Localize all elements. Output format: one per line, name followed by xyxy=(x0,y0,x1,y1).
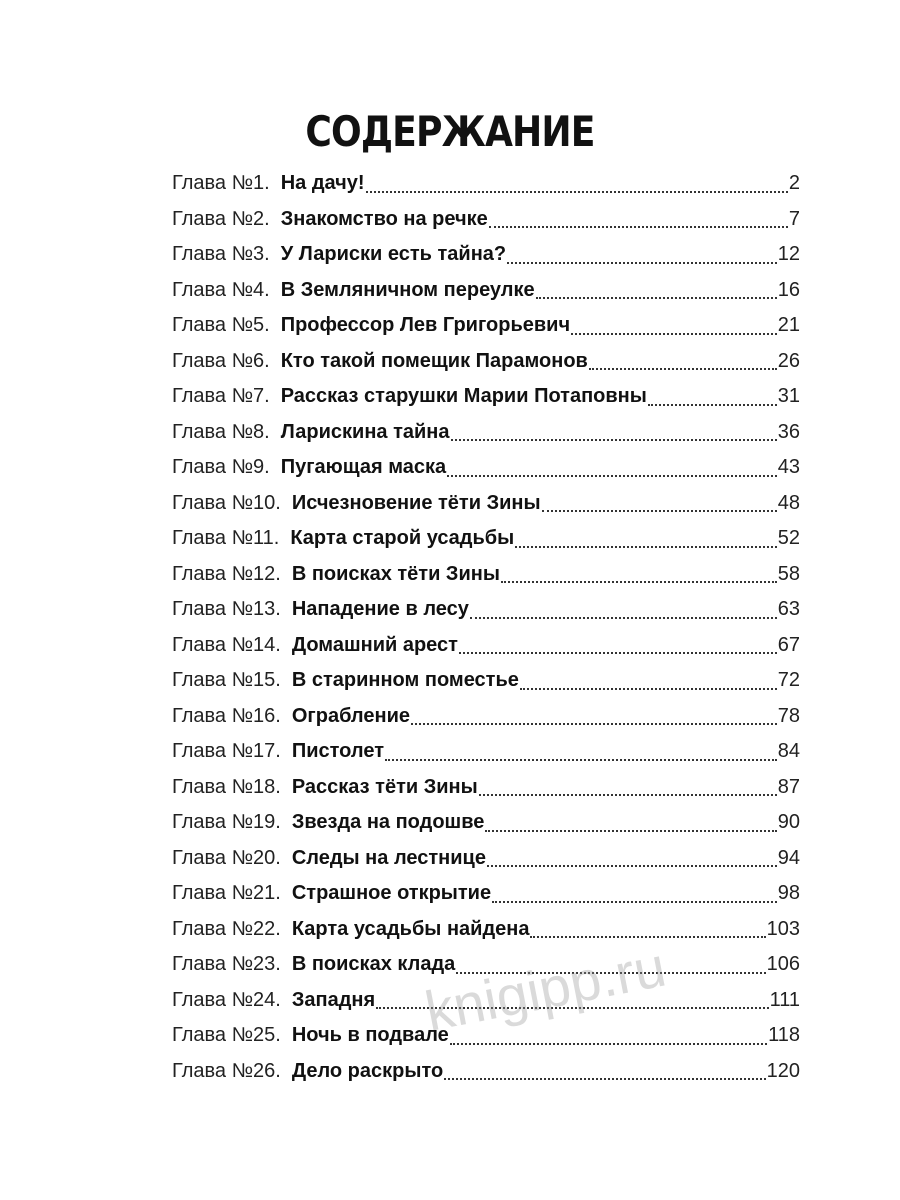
toc-entry[interactable] xyxy=(172,237,800,273)
dot-leader xyxy=(366,190,788,193)
toc-entry[interactable] xyxy=(172,344,800,380)
page-number: 12 xyxy=(777,243,800,265)
page-number: 63 xyxy=(777,598,800,620)
dot-leader xyxy=(385,758,777,761)
page-number: 98 xyxy=(777,882,800,904)
chapter-number: Глава №26. xyxy=(172,1059,281,1082)
page-title: СОДЕРЖАНИЕ xyxy=(305,107,595,156)
chapter-number: Глава №13. xyxy=(172,598,281,620)
toc-entry[interactable] xyxy=(172,415,800,451)
toc-entry[interactable] xyxy=(172,379,800,415)
chapter-number: Глава №3. xyxy=(172,243,270,265)
page-number: 52 xyxy=(777,527,800,549)
page-number: 118 xyxy=(768,1024,800,1046)
dot-leader xyxy=(456,971,765,974)
chapter-number: Глава №7. xyxy=(172,385,270,407)
page-number: 106 xyxy=(766,953,800,975)
dot-leader xyxy=(589,367,777,370)
toc-entry[interactable] xyxy=(172,628,800,664)
dot-leader xyxy=(444,1077,765,1080)
chapter-number: Глава №2. xyxy=(172,207,270,230)
dot-leader xyxy=(515,545,777,548)
chapter-title: Ограбление xyxy=(291,704,410,727)
toc-entry[interactable] xyxy=(172,273,800,309)
toc-entry[interactable] xyxy=(172,202,800,238)
toc-entry[interactable] xyxy=(172,592,800,628)
chapter-title: Дело раскрыто xyxy=(291,1059,444,1082)
chapter-number: Глава №24. xyxy=(172,988,281,1011)
chapter-number: Глава №25. xyxy=(172,1024,281,1046)
watermark: knigipp.ru xyxy=(420,934,671,1043)
toc-entry[interactable] xyxy=(172,734,800,770)
page-number: 72 xyxy=(777,669,800,691)
chapter-title: У Лариски есть тайна? xyxy=(280,243,507,265)
dot-leader xyxy=(376,1006,768,1009)
toc-entry[interactable] xyxy=(172,1054,800,1090)
toc-entry[interactable] xyxy=(172,521,800,557)
chapter-number: Глава №8. xyxy=(172,420,270,443)
chapter-title: Пистолет xyxy=(291,740,384,762)
chapter-title: Знакомство на речке xyxy=(280,207,488,230)
toc-entry[interactable] xyxy=(172,166,800,202)
page-number: 43 xyxy=(777,456,800,478)
chapter-title: Домашний арест xyxy=(291,633,458,656)
toc-entry[interactable] xyxy=(172,912,800,948)
page-number: 90 xyxy=(777,811,800,833)
chapter-title: Кто такой помещик Парамонов xyxy=(280,349,588,372)
chapter-title: Нападение в лесу xyxy=(291,598,469,620)
chapter-number: Глава №23. xyxy=(172,953,281,975)
chapter-title: Следы на лестнице xyxy=(291,846,486,869)
dot-leader xyxy=(447,474,777,477)
dot-leader xyxy=(470,616,777,619)
chapter-number: Глава №5. xyxy=(172,314,270,336)
toc-entry[interactable] xyxy=(172,1018,800,1054)
dot-leader xyxy=(492,900,777,903)
toc-entry[interactable] xyxy=(172,947,800,983)
dot-leader xyxy=(542,509,777,512)
page-number: 58 xyxy=(777,562,800,585)
dot-leader xyxy=(530,935,765,938)
toc-entry[interactable] xyxy=(172,486,800,522)
toc-entry[interactable] xyxy=(172,663,800,699)
chapter-title: Звезда на подошве xyxy=(291,811,485,833)
chapter-title: В поисках клада xyxy=(291,953,456,975)
page-number: 26 xyxy=(777,349,800,372)
chapter-number: Глава №12. xyxy=(172,562,281,585)
chapter-number: Глава №4. xyxy=(172,278,270,301)
chapter-title: Рассказ тёти Зины xyxy=(291,775,478,798)
chapter-title: Ларискина тайна xyxy=(280,420,450,443)
page-number: 67 xyxy=(777,633,800,656)
chapter-number: Глава №17. xyxy=(172,740,281,762)
chapter-number: Глава №10. xyxy=(172,491,281,514)
toc-entry[interactable] xyxy=(172,983,800,1019)
dot-leader xyxy=(571,332,777,335)
dot-leader xyxy=(487,864,777,867)
toc-entry[interactable] xyxy=(172,876,800,912)
chapter-title: Карта усадьбы найдена xyxy=(291,917,530,940)
dot-leader xyxy=(459,651,777,654)
dot-leader xyxy=(536,296,777,299)
page-number: 111 xyxy=(769,988,800,1011)
page-number: 94 xyxy=(777,846,800,869)
chapter-number: Глава №15. xyxy=(172,669,281,691)
page-number: 120 xyxy=(766,1059,800,1082)
chapter-number: Глава №9. xyxy=(172,456,270,478)
chapter-number: Глава №18. xyxy=(172,775,281,798)
chapter-number: Глава №21. xyxy=(172,882,281,904)
dot-leader xyxy=(501,580,777,583)
chapter-number: Глава №1. xyxy=(172,172,270,194)
chapter-title: Ночь в подвале xyxy=(291,1024,449,1046)
page-number: 36 xyxy=(777,420,800,443)
chapter-title: В поисках тёти Зины xyxy=(291,562,500,585)
dot-leader xyxy=(648,403,777,406)
chapter-number: Глава №22. xyxy=(172,917,281,940)
chapter-number: Глава №14. xyxy=(172,633,281,656)
dot-leader xyxy=(451,438,777,441)
chapter-title: Страшное открытие xyxy=(291,882,492,904)
chapter-number: Глава №16. xyxy=(172,704,281,727)
chapter-title: Пугающая маска xyxy=(280,456,447,478)
chapter-title: Западня xyxy=(291,988,376,1011)
chapter-title: Профессор Лев Григорьевич xyxy=(280,314,571,336)
toc-entry[interactable] xyxy=(172,557,800,593)
dot-leader xyxy=(450,1042,767,1045)
chapter-number: Глава №20. xyxy=(172,846,281,869)
page-number: 48 xyxy=(777,491,800,514)
chapter-title: В Земляничном переулке xyxy=(280,278,535,301)
chapter-title: На дачу! xyxy=(280,172,365,194)
toc-entry[interactable] xyxy=(172,308,800,344)
chapter-number: Глава №6. xyxy=(172,349,270,372)
chapter-title: В старинном поместье xyxy=(291,669,519,691)
page-number: 78 xyxy=(777,704,800,727)
chapter-title: Рассказ старушки Марии Потаповны xyxy=(280,385,647,407)
toc-entry[interactable] xyxy=(172,699,800,735)
table-of-contents xyxy=(172,166,800,1089)
dot-leader xyxy=(489,225,788,228)
dot-leader xyxy=(411,722,777,725)
dot-leader xyxy=(479,793,777,796)
page-number: 21 xyxy=(777,314,800,336)
chapter-number: Глава №19. xyxy=(172,811,281,833)
page-number: 16 xyxy=(777,278,800,301)
page-number: 31 xyxy=(777,385,800,407)
chapter-title: Карта старой усадьбы xyxy=(290,527,515,549)
page-number: 87 xyxy=(777,775,800,798)
toc-entry[interactable] xyxy=(172,770,800,806)
page-number: 84 xyxy=(777,740,800,762)
dot-leader xyxy=(485,829,776,832)
chapter-title: Исчезновение тёти Зины xyxy=(291,491,541,514)
chapter-number: Глава №11. xyxy=(172,527,280,549)
toc-entry[interactable] xyxy=(172,450,800,486)
page-number: 103 xyxy=(766,917,800,940)
dot-leader xyxy=(520,687,777,690)
toc-entry[interactable] xyxy=(172,805,800,841)
toc-entry[interactable] xyxy=(172,841,800,877)
page-number: 2 xyxy=(788,172,800,194)
page-number: 7 xyxy=(788,207,800,230)
dot-leader xyxy=(507,261,777,264)
